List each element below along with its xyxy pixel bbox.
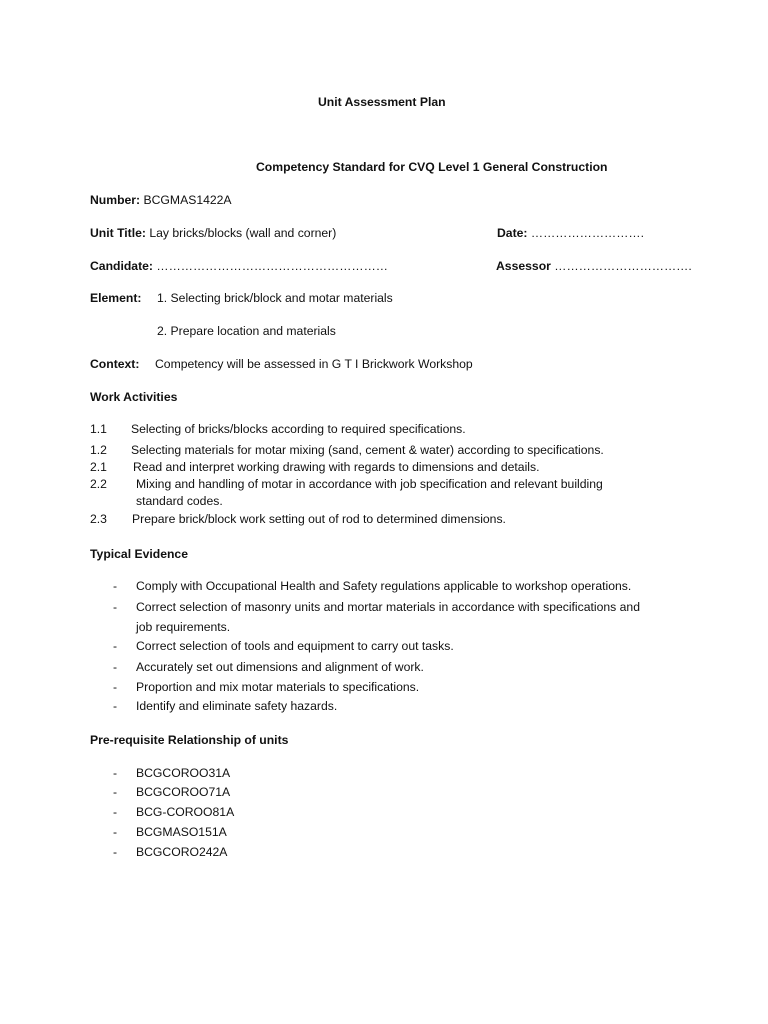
bullet: -: [113, 660, 118, 674]
bullet: -: [113, 680, 118, 694]
unit-title-value: Lay bricks/blocks (wall and corner): [149, 226, 337, 240]
evidence-item: Comply with Occupational Health and Safety regulations applicable to workshop operations.: [136, 579, 632, 593]
page-subtitle: Competency Standard for CVQ Level 1 General Construction: [256, 160, 608, 174]
bullet: -: [113, 579, 118, 593]
page-title: Unit Assessment Plan: [318, 95, 446, 109]
context-value: Competency will be assessed in G T I Brickwork Workshop: [155, 357, 473, 371]
evidence-item: Correct selection of tools and equipment to carry out tasks.: [136, 639, 454, 653]
evidence-item: Correct selection of masonry units and mortar materials in accordance with specifications and: [136, 600, 640, 614]
activity-num: 2.1: [90, 460, 107, 474]
work-activities-heading: Work Activities: [90, 390, 178, 404]
unit-title-label: Unit Title:: [90, 226, 146, 240]
date-value: ……………………….: [530, 226, 644, 240]
activity-text: Selecting of bricks/blocks according to required specifications.: [131, 422, 466, 436]
candidate-value: …………………………………………………: [156, 259, 388, 273]
activity-text: Mixing and handling of motar in accordance with job specification and relevant building: [136, 477, 603, 491]
activity-text-continued: standard codes.: [136, 494, 223, 508]
evidence-item: Accurately set out dimensions and alignment of work.: [136, 660, 424, 674]
unit-title-row: [90, 226, 336, 240]
bullet: -: [113, 825, 118, 839]
assessor-value: …………………………….: [554, 259, 692, 273]
activity-num: 2.3: [90, 512, 107, 526]
number-row: [90, 193, 232, 207]
date-row: [497, 226, 644, 240]
prerequisite-item: BCGCOROO31A: [136, 766, 231, 780]
bullet: -: [113, 805, 118, 819]
number-label: Number:: [90, 193, 141, 207]
activity-text: Prepare brick/block work setting out of rod to determined dimensions.: [132, 512, 506, 526]
candidate-row: [90, 259, 388, 273]
prerequisite-item: BCGCOROO71A: [136, 785, 231, 799]
activity-num: 2.2: [90, 477, 107, 491]
evidence-item: Proportion and mix motar materials to specifications.: [136, 680, 420, 694]
evidence-item: Identify and eliminate safety hazards.: [136, 699, 338, 713]
bullet: -: [113, 639, 118, 653]
typical-evidence-heading: Typical Evidence: [90, 547, 188, 561]
prerequisites-heading: Pre-requisite Relationship of units: [90, 733, 289, 747]
assessor-row: [496, 259, 692, 273]
prerequisite-item: BCGMASO151A: [136, 825, 227, 839]
element-item-2: 2. Prepare location and materials: [157, 324, 336, 338]
bullet: -: [113, 699, 118, 713]
date-label: Date:: [497, 226, 528, 240]
activity-text: Read and interpret working drawing with regards to dimensions and details.: [133, 460, 540, 474]
activity-num: 1.2: [90, 443, 107, 457]
bullet: -: [113, 845, 118, 859]
activity-text: Selecting materials for motar mixing (sand, cement & water) according to specifications.: [131, 443, 604, 457]
bullet: -: [113, 785, 118, 799]
candidate-label: Candidate:: [90, 259, 153, 273]
assessor-label: Assessor: [496, 259, 551, 273]
bullet: -: [113, 766, 118, 780]
prerequisite-item: BCGCORO242A: [136, 845, 228, 859]
element-label: Element:: [90, 291, 142, 305]
bullet: -: [113, 600, 118, 614]
activity-num: 1.1: [90, 422, 107, 436]
element-item-1: 1. Selecting brick/block and motar materials: [157, 291, 393, 305]
context-label: Context:: [90, 357, 140, 371]
number-value: BCGMAS1422A: [143, 193, 232, 207]
evidence-item-continued: job requirements.: [136, 620, 231, 634]
prerequisite-item: BCG-COROO81A: [136, 805, 235, 819]
